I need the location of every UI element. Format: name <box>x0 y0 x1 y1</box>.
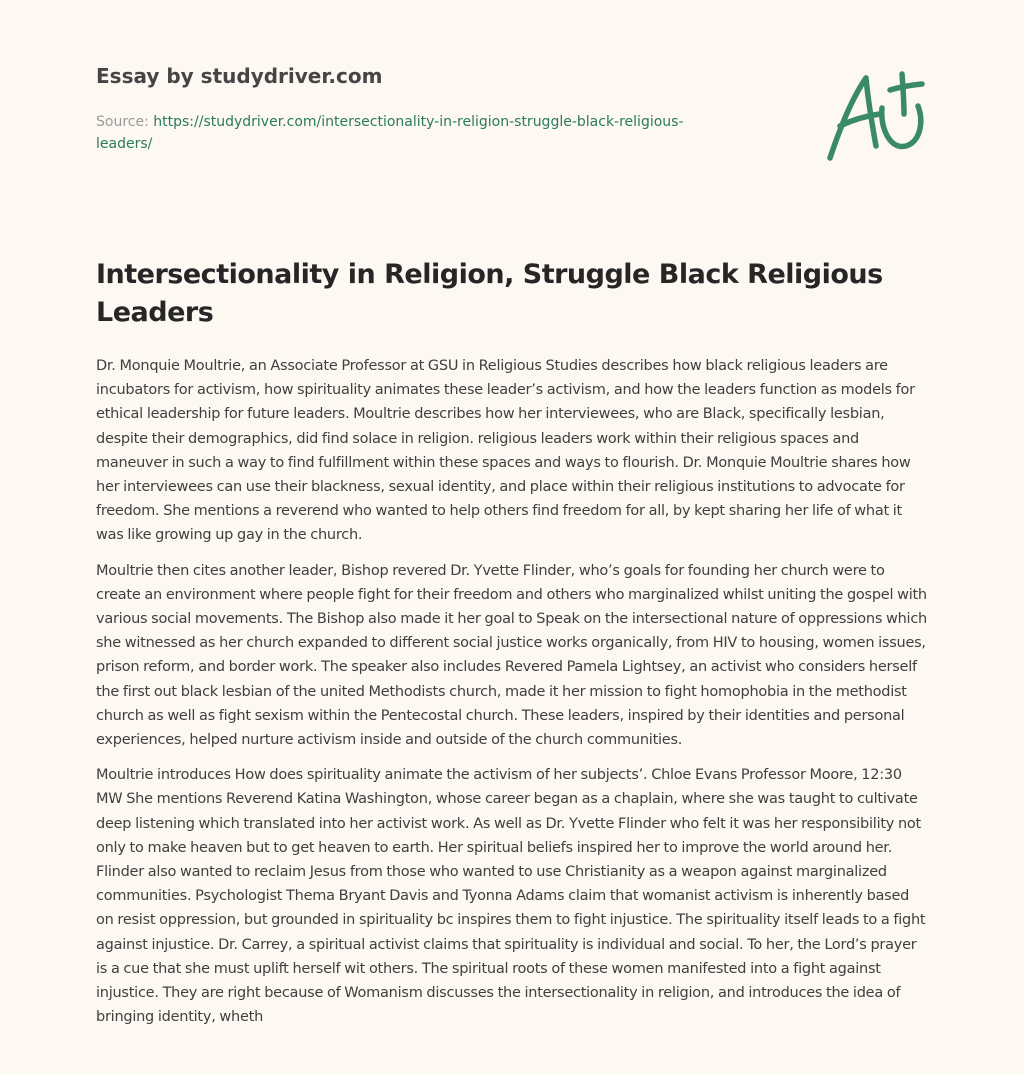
essay-body <box>96 354 928 1040</box>
source-label: Source: <box>96 114 149 130</box>
paragraph: Dr. Monquie Moultrie, an Associate Professor at GSU in Religious Studies describes how black religious leaders are incubators for activism, how spirituality animates these leader’s activism, and how the leaders function as models for ethical leadership for future leaders. Moultrie describes how her interviewees, who are Black, specifically lesbian, despite their demographics, did find solace in religion. religious leaders work within their religious spaces and maneuver in such a way to find fulfillment within these spaces and ways to flourish. Dr. Monquie Moultrie shares how her interviewees can use their blackness, sexual identity, and place within their religious institutions to advocate for freedom. She mentions a reverend who wanted to help others find freedom for all, by kept sharing her life of what it was like growing up gay in the church. <box>96 358 915 544</box>
paragraph: Moultrie then cites another leader, Bishop revered Dr. Yvette Flinder, who’s goals for founding her church were to create an environment where people fight for their freedom and others who marginalized whilst uniting the gospel with various social movements. The Bishop also made it her goal to Speak on the intersectional nature of oppressions which she witnessed as her church expanded to different social justice works organically, from HIV to housing, women issues, prison reform, and border work. The speaker also includes Revered Pamela Lightsey, an activist who considers herself the first out black lesbian of the united Methodists church, made it her mission to fight homophobia in the methodist church as well as fight sexism within the Pentecostal church. These leaders, inspired by their identities and personal experiences, helped nurture activism inside and outside of the church communities. <box>96 562 927 749</box>
source-link[interactable]: https://studydriver.com/intersectionality-in-religion-struggle-black-religious-leaders/ <box>96 114 684 152</box>
paragraph: Moultrie introduces How does spirituality animate the activism of her subjects’. Chloe Evans Professor Moore, 12:30 MW She mentions Reverend Katina Washington, whose career began as a chaplain, where she was taught to cultivate deep listening which translated into her activist work. As well as Dr. Yvette Flinder who felt it was her responsibility not only to make heaven but to get heaven to earth. Her spiritual beliefs inspired her to improve the world around her. Flinder also wanted to reclaim Jesus from those who wanted to use Christianity as a weapon against marginalized communities. Psychologist Thema Bryant Davis and Tyonna Adams claim that womanist activism is inherently based on resist oppression, but grounded in spirituality bc inspires them to fight injustice. The spirituality itself leads to a fight against injustice. Dr. Carrey, a spiritual activist claims that spirituality is individual and social. To her, the Lord’s prayer is a cue that she must uplift herself wit others. The spiritual roots of these women manifested into a fight against injustice. They are right because of Womanism discusses the intersectionality in religion, and introduces the idea of bringing identity, wheth <box>96 767 926 1026</box>
essay-title: Intersectionality in Religion, Struggle Black Religious Leaders <box>96 259 883 328</box>
a-plus-logo <box>818 66 930 166</box>
a-plus-logo-icon <box>818 66 930 166</box>
brand-title: Essay by studydriver.com <box>96 64 383 88</box>
source-line <box>96 111 736 155</box>
